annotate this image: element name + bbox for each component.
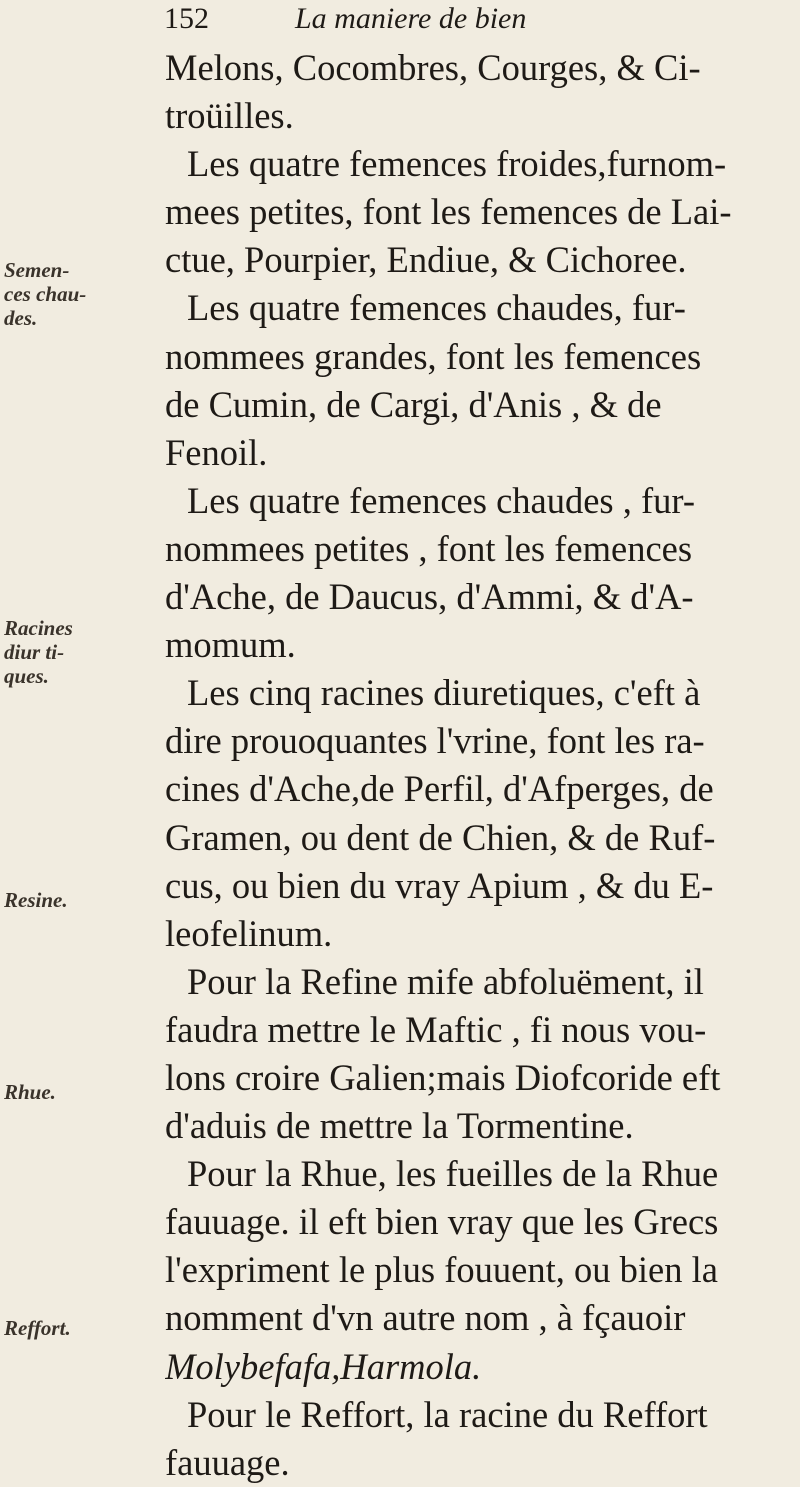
text-line: Pour la Rhue, les fueilles de la Rhue [187,1153,719,1195]
margin-line: diur ti- [4,640,65,664]
page-header [150,2,790,42]
margin-line: Reffort. [4,1316,71,1340]
text-line: mees petites, font les femences de Lai- [165,191,732,233]
text-line: l'expriment le plus fouuent, ou bien la [165,1249,718,1291]
text-line: Les cinq racines diuretiques, c'eft à [187,672,701,714]
text-line: dire prouoquantes l'vrine, font les ra- [165,720,705,762]
margin-line: Rhue. [4,1080,56,1104]
paragraph-semences-chaudes-grandes [165,284,797,476]
paragraph-reffort [165,1391,797,1487]
text-line: Fenoil. [165,431,268,473]
margin-note-rhue [4,1080,124,1104]
paragraph-resine [165,958,797,1150]
text-line: Melons, Cocombres, Courges, & Ci- [165,47,701,88]
margin-note-resine [4,888,124,912]
text-line: cus, ou bien du vray Apium , & du E- [165,864,714,906]
text-line: ctue, Pourpier, Endiue, & Cichoree. [165,239,687,281]
margin-line: des. [4,306,38,330]
margin-line: Racines [4,616,73,640]
margin-line: Semen- [4,258,70,282]
text-line: lons croire Galien;mais Diofcoride eft [165,1056,721,1098]
text-line: nommees grandes, font les femences [165,335,702,377]
text-line: nommees petites , font les femences [165,527,693,569]
page-number: 152 [164,2,209,35]
margin-note-semences [4,258,124,330]
paragraph-semences-froides [165,140,797,284]
text-line: leofelinum. [165,912,333,954]
text-line: Les quatre femences chaudes , fur- [187,479,695,521]
margin-line: ces chau- [4,282,87,306]
text-line: d'aduis de mettre la Tormentine. [165,1105,634,1147]
page-body [165,44,797,1487]
margin-line: ques. [4,664,49,688]
text-line: Molybefafa,Harmola. [165,1345,482,1387]
paragraph-racines [165,669,797,958]
text-line: Pour la Refine mife abfoluëment, il [187,960,704,1002]
text-line: fauuage. [165,1441,290,1483]
paragraph-melons [165,44,797,140]
text-line: Gramen, ou dent de Chien, & de Ruf- [165,816,716,858]
text-line: cines d'Ache,de Perfil, d'Afperges, de [165,768,714,810]
text-line: momum. [165,624,296,666]
text-line: Pour le Reffort, la racine du Reffort [187,1393,708,1435]
text-line: Les quatre femences chaudes, fur- [187,287,686,329]
text-line: troüilles. [165,95,294,137]
text-line: faudra mettre le Maftic , fi nous vou- [165,1008,707,1050]
paragraph-rhue [165,1150,797,1390]
margin-line: Resine. [4,888,68,912]
text-line: de Cumin, de Cargi, d'Anis , & de [165,383,662,425]
text-line: d'Ache, de Daucus, d'Ammi, & d'A- [165,576,694,618]
text-line: fauuage. il eft bien vray que les Grecs [165,1201,719,1243]
running-title: La maniere de bien [295,2,527,35]
text-line: nomment d'vn autre nom , à fçauoir [165,1297,686,1339]
paragraph-semences-chaudes-petites [165,477,797,669]
margin-note-racines [4,616,124,688]
margin-note-reffort [4,1316,124,1340]
text-line: Les quatre femences froides,furnom- [187,143,727,185]
